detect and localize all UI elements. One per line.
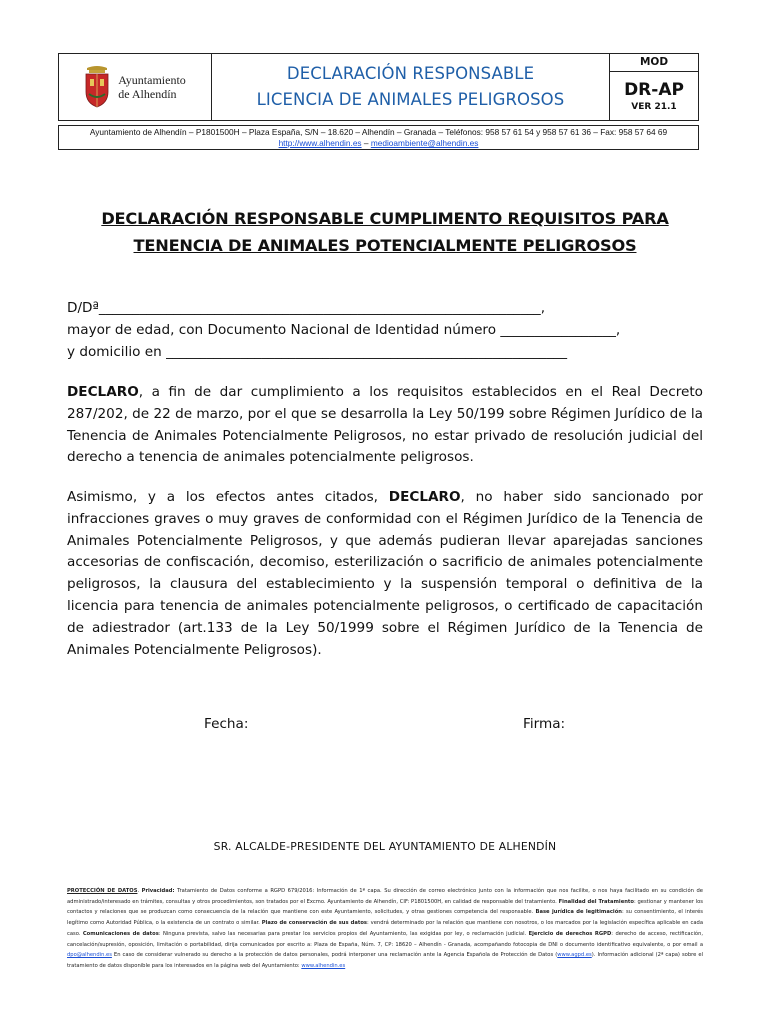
coat-of-arms-icon: [84, 66, 110, 108]
purpose-label: Finalidad del Tratamiento: [558, 898, 634, 905]
contact-links: [59, 138, 698, 149]
mod-version: VER 21.1: [631, 101, 677, 112]
logo-cell: [59, 54, 212, 120]
address-box: [58, 125, 699, 150]
logo-line-2: de Alhendín: [118, 87, 177, 101]
header-title-cell: [212, 54, 610, 120]
footer-website-link[interactable]: www.alhendin.es: [301, 962, 346, 969]
header-title-line-1: DECLARACIÓN RESPONSABLE: [286, 64, 535, 83]
logo-line-1: Ayuntamiento: [118, 73, 186, 87]
retention-text: : vendrá determinado por la relación que mantiene con nosotros, o los marcados por la legislación específica aplicable en cada caso.: [67, 920, 703, 937]
rights-text: : derecho de acceso, rectificación, cancelación/supresión, oposición, limitación o portabilidad, dirija comunicados por escrito a: Plaza de España, Núm. 7, CP: 18620 – Alhendín - Granada, acompañando fotocopia de DNI o documento identificativo equivalente, o por email a: [67, 930, 704, 948]
name-field-line[interactable]: D/Dª_________________________________________________________________,: [67, 300, 546, 316]
dni-field-line[interactable]: mayor de edad, con Documento Nacional de Identidad número _________________,: [67, 322, 621, 338]
declaration-paragraph-2: [67, 487, 703, 661]
declaro-bold-1: DECLARO: [67, 384, 139, 400]
link-separator: –: [361, 138, 371, 148]
addressee: SR. ALCALDE-PRESIDENTE DEL AYUNTAMIENTO DE ALHENDÍN: [213, 840, 557, 853]
date-label: Fecha:: [204, 716, 249, 732]
mod-info: [610, 72, 698, 120]
purpose-text: : gestionar y mantener los contactos y relaciones que se produzcan como consecuencia de la relación que mantiene con este Ayuntamiento, solicitudes, y otras gestiones competencia del responsable.: [67, 898, 703, 916]
address-line: Ayuntamiento de Alhendín – P1801500H – Plaza España, S/N – 18.620 – Alhendín – Granada – Teléfonos: 958 57 61 54 y 958 57 61 36 – Fax: 958 57 64 69: [89, 127, 668, 137]
main-title-line-1: DECLARACIÓN RESPONSABLE CUMPLIMENTO REQUISITOS PARA: [101, 209, 669, 228]
main-title-line-2: TENENCIA DE ANIMALES POTENCIALMENTE PELIGROSOS: [133, 236, 637, 255]
footer-heading: PROTECCIÓN DE DATOS: [67, 888, 138, 894]
header-title-line-2: LICENCIA DE ANIMALES PELIGROSOS: [256, 90, 565, 109]
paragraph-1-text: , a fin de dar cumplimiento a los requisitos establecidos en el Real Decreto 287/202, de 22 de marzo, por el que se desarrolla la Ley 50/199 sobre Régimen Jurídico de la Tenencia de Animales Potencialmente Peligrosos, no estar privado de resolución judicial del derecho a tenencia de animales potencialmente peligrosos.: [67, 384, 703, 466]
mod-code: DR-AP: [624, 79, 684, 100]
email-link[interactable]: medioambiente@alhendin.es: [370, 138, 479, 148]
dpo-email-link[interactable]: dpo@alhendin.es: [67, 952, 112, 959]
complaint-text: En caso de considerar vulnerado su derecho a la protección de datos personales, podrá interponer una reclamación ante la Agencia Española de Protección de Datos (: [111, 952, 558, 959]
paragraph-2-text-after: , no haber sido sancionado por infracciones graves o muy graves de conformidad con el Régimen Jurídico de la Tenencia de Animales Potencialmente Peligrosos, y que además pudieran llevar aparejadas sanciones accesorias de confiscación, decomiso, esterilización o sacrificio de animales potencialmente peligrosos, la clausura del establecimiento y la suspensión temporal o definitiva de la licencia para tenencia de animales potencialmente peligrosos, o certificado de capacitación de adiestrador (art.133 de la Ley 50/1999 sobre el Régimen Jurídico de la Tenencia de Animales Potencialmente Peligrosos).: [67, 489, 703, 658]
form-fields: [67, 297, 707, 363]
mod-cell: [610, 54, 698, 120]
agpd-link[interactable]: www.agpd.es: [557, 952, 592, 959]
data-protection-footer: PROTECCIÓN DE DATOS. Privacidad: Tratamiento de Datos conforme a RGPD 679/2016: Información de 1ª capa. Su dirección de correo electrónico junto con la información que nos facilite, o nos haya facilitado en su condición de administrado/interesado en trámites, consultas y otros procedimientos, son tratados por el Excmo. Ayuntamiento de Alhendín, CIF: P1801500H, en calidad de responsable del tratamiento. Finalidad del Tratamiento: gestionar y mantener los contactos y relaciones que se produzcan como consecuencia de la relación que mantiene con este Ayuntamiento, solicitudes, y otras gestiones competencia del responsable. Base jurídica de legitimación: su consentimiento, el interés legítimo como Autoridad Pública, o la existencia de un contrato o similar. Plazo de conservación de sus datos: vendrá determinado por la relación que mantiene con nosotros, o los marcados por la legislación específica aplicable en cada caso. Comunicaciones de datos: Ninguna prevista, salvo las necesarias para prestar los servicios propios del Ayuntamiento, las exigidas por ley, o reclamación judicial. Ejercicio de derechos RGPD: derecho de acceso, rectificación, cancelación/supresión, oposición, limitación o portabilidad, dirija comunicados por escrito a: Plaza de España, Núm. 7, CP: 18620 – Alhendín - Granada, acompañando fotocopia de DNI o documento identificativo equivalente, o por email a dpo@alhendin.es En caso de considerar vulnerado su derecho a la protección de datos personales, podrá interponer una reclamación ante la Agencia Española de Protección de Datos (www.agpd.es). Información adicional (2ª capa) sobre el tratamiento de datos disponible para los interesados en la página web del Ayuntamiento: www.alhendin.es: [67, 888, 704, 969]
communications-text: : Ninguna prevista, salvo las necesarias para prestar los servicios propios del Ayuntamiento, las exigidas por ley, o reclamación judicial.: [158, 930, 529, 937]
declaro-bold-2: DECLARO: [388, 489, 461, 505]
retention-label: Plazo de conservación de sus datos: [261, 920, 367, 927]
website-link[interactable]: http://www.alhendin.es: [278, 138, 362, 148]
privacy-text: Tratamiento de Datos conforme a RGPD 679/2016: Información de 1ª capa. Su dirección de correo electrónico junto con la información que nos facilite, o nos haya facilitado en su condición de administrado/interesado en trámites, consultas y otros procedimientos, son tratados por el Excmo. Ayuntamiento de Alhendín, CIF: P1801500H, en calidad de responsable del tratamiento.: [67, 888, 703, 905]
logo-text: [118, 73, 186, 101]
paragraph-2-text-before: Asimismo, y a los efectos antes citados,: [67, 489, 389, 505]
main-title: [40, 205, 730, 259]
address-field-line[interactable]: y domicilio en ___________________________________________________________: [67, 344, 568, 360]
communications-label: Comunicaciones de datos: [82, 930, 159, 937]
signature-label: Firma:: [523, 716, 566, 732]
legal-basis-text: : su consentimiento, el interés legítimo como Autoridad Pública, o la existencia de un contrato o similar.: [67, 909, 703, 927]
mod-label: MOD: [610, 54, 698, 72]
header-table: [58, 53, 699, 121]
legal-basis-label: Base jurídica de legitimación: [535, 909, 622, 916]
additional-info-text: ). Información adicional (2ª capa) sobre el tratamiento de datos disponible para los interesados en la página web del Ayuntamiento:: [67, 952, 703, 969]
privacy-label: Privacidad:: [141, 888, 175, 894]
declaration-paragraph-1: [67, 382, 703, 469]
rights-label: Ejercicio de derechos RGPD: [528, 930, 612, 937]
